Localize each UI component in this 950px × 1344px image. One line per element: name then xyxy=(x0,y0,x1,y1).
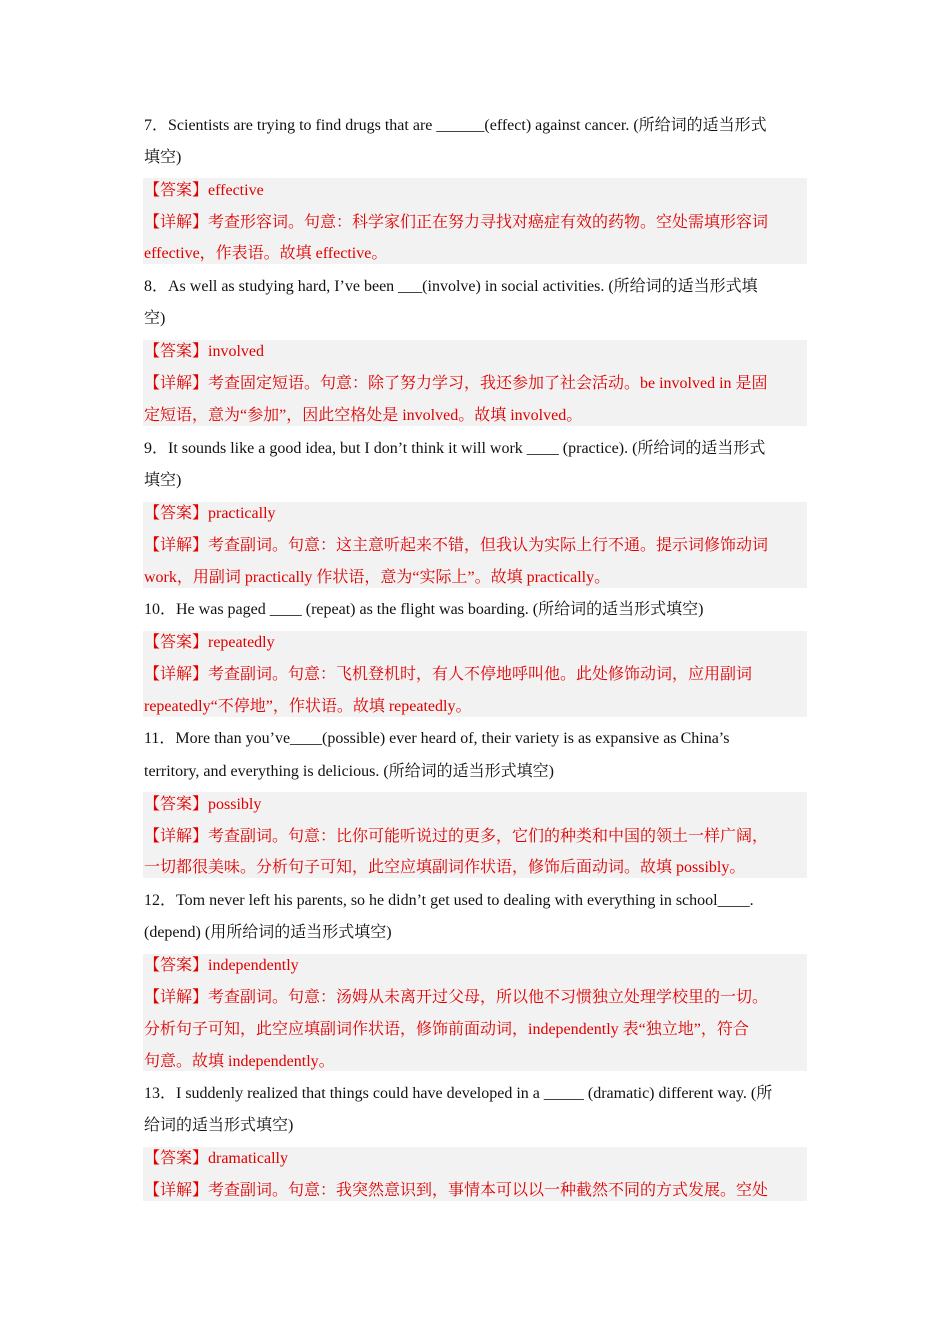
question-13-line-2: 给词的适当形式填空) xyxy=(144,1117,294,1134)
question-12-line-1: 12．Tom never left his parents, so he didn’t get used to dealing with everything in school____. xyxy=(144,892,754,909)
answer-13: 【答案】dramatically xyxy=(144,1150,288,1167)
question-9-line-1: 9．It sounds like a good idea, but I don’t think it will work ____ (practice). (所给词的适当形式 xyxy=(144,440,766,457)
question-8-line-2: 空) xyxy=(144,310,166,327)
question-7-line-2: 填空) xyxy=(144,149,182,166)
answer-8: 【答案】involved xyxy=(144,343,264,360)
detail-10-line-2: repeatedly“不停地”，作状语。故填 repeatedly。 xyxy=(144,698,472,715)
detail-9-line-1: 【详解】考查副词。句意：这主意听起来不错，但我认为实际上行不通。提示词修饰动词 xyxy=(144,537,769,554)
detail-13-line-1: 【详解】考查副词。句意：我突然意识到，事情本可以以一种截然不同的方式发展。空处 xyxy=(144,1182,769,1199)
detail-9-line-2: work，用副词 practically 作状语，意为“实际上”。故填 practically。 xyxy=(144,569,611,586)
detail-8-line-1: 【详解】考查固定短语。句意：除了努力学习，我还参加了社会活动。be involved in 是固 xyxy=(144,375,768,392)
question-9-line-2: 填空) xyxy=(144,472,182,489)
answer-9: 【答案】practically xyxy=(144,505,276,522)
detail-11-line-1: 【详解】考查副词。句意：比你可能听说过的更多，它们的种类和中国的领土一样广阔， xyxy=(144,828,769,845)
question-10-line-1: 10．He was paged ____ (repeat) as the flight was boarding. (所给词的适当形式填空) xyxy=(144,601,704,618)
detail-12-line-3: 句意。故填 independently。 xyxy=(144,1053,335,1070)
detail-11-line-2: 一切都很美味。分析句子可知，此空应填副词作状语，修饰后面动词。故填 possibly。 xyxy=(144,859,746,876)
answer-10: 【答案】repeatedly xyxy=(144,634,275,651)
answer-11: 【答案】possibly xyxy=(144,796,262,813)
question-7-line-1: 7．Scientists are trying to find drugs that are ______(effect) against cancer. (所给词的适当形式 xyxy=(144,117,767,134)
detail-12-line-2: 分析句子可知，此空应填副词作状语，修饰前面动词，independently 表“独立地”，符合 xyxy=(144,1021,749,1038)
question-12-line-2: (depend) (用所给词的适当形式填空) xyxy=(144,924,392,941)
detail-7-line-2: effective，作表语。故填 effective。 xyxy=(144,245,388,262)
answer-12: 【答案】independently xyxy=(144,957,299,974)
detail-8-line-2: 定短语，意为“参加”，因此空格处是 involved。故填 involved。 xyxy=(144,407,583,424)
detail-7-line-1: 【详解】考查形容词。句意：科学家们正在努力寻找对癌症有效的药物。空处需填形容词 xyxy=(144,214,769,231)
answer-7: 【答案】effective xyxy=(144,182,264,199)
detail-12-line-1: 【详解】考查副词。句意：汤姆从未离开过父母，所以他不习惯独立处理学校里的一切。 xyxy=(144,989,769,1006)
question-13-line-1: 13．I suddenly realized that things could have developed in a _____ (dramatic) different way. (所 xyxy=(144,1085,773,1102)
question-8-line-1: 8．As well as studying hard, I’ve been ___(involve) in social activities. (所给词的适当形式填 xyxy=(144,278,758,295)
question-11-line-2: territory, and everything is delicious. (所给词的适当形式填空) xyxy=(144,763,555,780)
question-11-line-1: 11．More than you’ve____(possible) ever heard of, their variety is as expansive as China’s xyxy=(144,730,730,747)
detail-10-line-1: 【详解】考查副词。句意：飞机登机时，有人不停地呼叫他。此处修饰动词，应用副词 xyxy=(144,666,753,683)
